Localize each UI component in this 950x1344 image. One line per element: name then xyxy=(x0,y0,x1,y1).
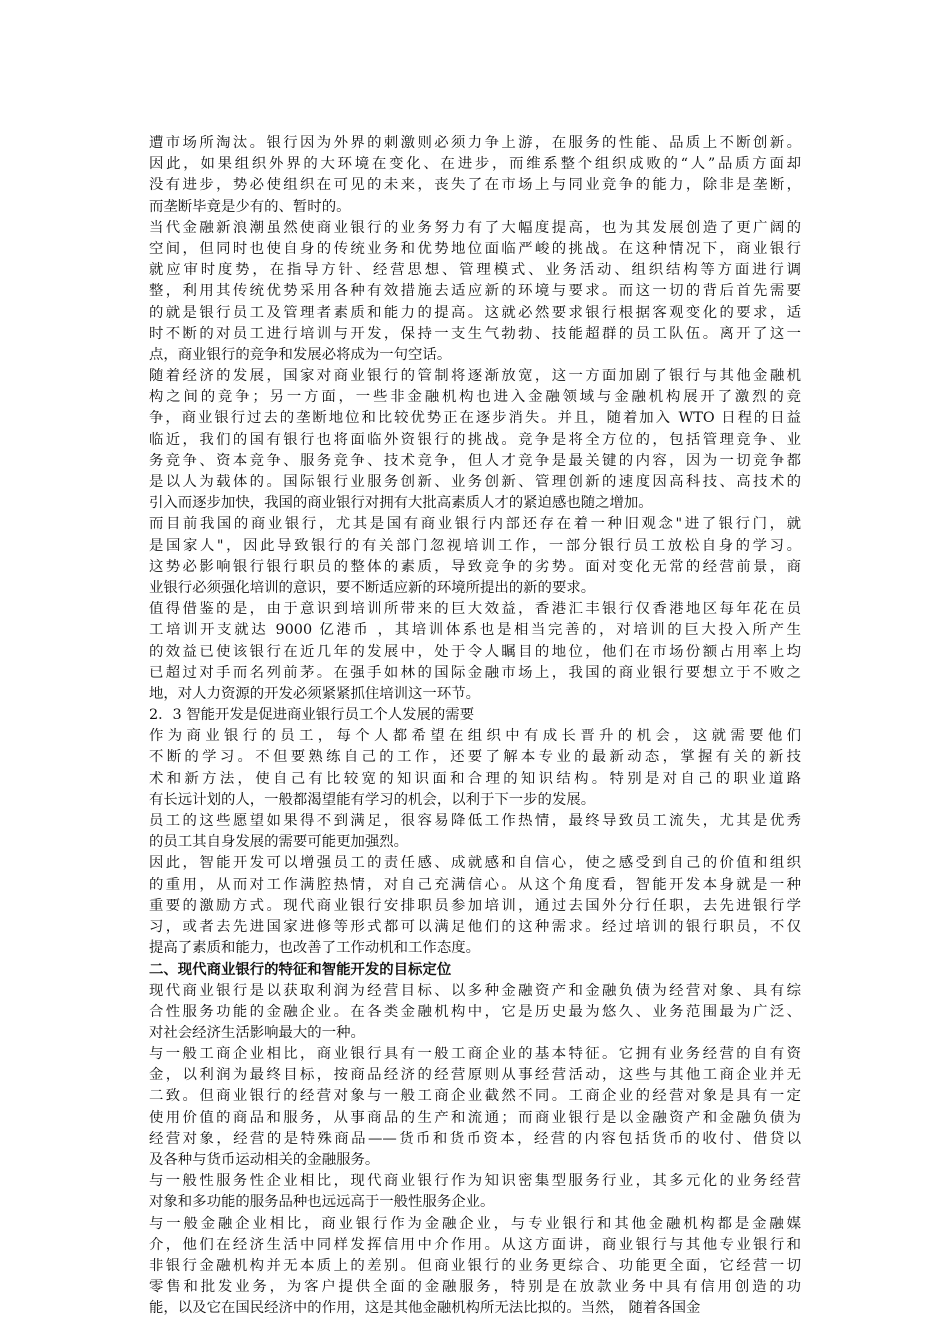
paragraph xyxy=(149,1214,801,1320)
text-line: 介，他们在经济生活中同样发挥信用中介作用。从这方面讲，商业银行与其他专业银行和 xyxy=(149,1236,801,1253)
text-line: 不断的学习。不但要熟练自己的工作，还要了解本专业的最新动态，掌握有关的新技 xyxy=(149,749,801,766)
text-line: 争，商业银行过去的垄断地位和比较优势正在逐步消失。并且，随着加入 WTO 日程的日益 xyxy=(149,410,801,427)
text-line: 的重用，从而对工作满腔热情，对自己充满信心。从这个角度看，智能开发本身就是一种 xyxy=(149,876,801,893)
text-line: 提高了素质和能力，也改善了工作动机和工作态度。 xyxy=(149,940,480,957)
text-line: 术和新方法，使自己有比较宽的知识面和合理的知识结构。特别是对自己的职业道路 xyxy=(149,770,801,787)
text-line: 工培训开支就达 9000 亿港币 ，其培训体系也是相当完善的，对培训的巨大投入所产生 xyxy=(149,622,801,639)
paragraph xyxy=(149,1044,801,1171)
text-line: 因此，智能开发可以增强员工的责任感、成就感和自信心，使之感受到自己的价值和组织 xyxy=(149,855,801,872)
text-line: 与一般工商企业相比，商业银行具有一般工商企业的基本特征。它拥有业务经营的自有资 xyxy=(149,1046,801,1063)
text-line: 是国家人"，因此导致银行的有关部门忽视培训工作，一部分银行员工放松自身的学习。 xyxy=(149,537,801,554)
text-line: 因此，如果组织外界的大环境在变化、在进步，而维系整个组织成败的“人”品质方面却 xyxy=(149,156,801,173)
text-line: 二、现代商业银行的特征和智能开发的目标定位 xyxy=(149,961,452,979)
text-line: 习，或者去先进国家进修等形式都可以满足他们的这种需求。经过培训的银行职员，不仅 xyxy=(149,918,801,935)
text-line: 随着经济的发展，国家对商业银行的管制将逐渐放宽，这一方面加剧了银行与其他金融机 xyxy=(149,368,801,385)
text-line: 现代商业银行是以获取利润为经营目标、以多种金融资产和金融负债为经营对象、具有综 xyxy=(149,982,801,999)
paragraph xyxy=(149,981,801,1045)
paragraph xyxy=(149,599,801,705)
text-line: 就应审时度势，在指导方针、经营思想、管理模式、业务活动、组织结构等方面进行调 xyxy=(149,262,801,279)
text-line: 引入而逐步加快，我国的商业银行对拥有大批高素质人才的紧迫感也随之增加。 xyxy=(149,495,653,512)
text-line: 构之间的竞争；另一方面，一些非金融机构也进入金融领域与金融机构展开了激烈的竞 xyxy=(149,389,801,406)
text-line: 与一般金融企业相比，商业银行作为金融企业，与专业银行和其他金融机构都是金融媒 xyxy=(149,1215,801,1232)
paragraph xyxy=(149,366,801,514)
text-line: 的就是银行员工及管理者素质和能力的提高。这就必然要求银行根据客观变化的要求，适 xyxy=(149,304,801,321)
text-line: 零售和批发业务，为客户提供全面的金融服务，特别是在放款业务中具有信用创造的功 xyxy=(149,1279,801,1296)
text-line: 金，以利润为最终目标，按商品经济的经营原则从事经营活动，这些与其他工商企业并无 xyxy=(149,1067,801,1084)
text-line: 当代金融新浪潮虽然使商业银行的业务努力有了大幅度提高，也为其发展创造了更广阔的 xyxy=(149,219,801,236)
text-line: 值得借鉴的是，由于意识到培训所带来的巨大效益，香港汇丰银行仅香港地区每年花在员 xyxy=(149,601,801,618)
text-line: 使用价值的商品和服务，从事商品的生产和流通；而商业银行是以金融资产和金融负债为 xyxy=(149,1109,801,1126)
paragraph xyxy=(149,1171,801,1213)
text-line: 2．3 智能开发是促进商业银行员工个人发展的需要 xyxy=(149,707,475,724)
text-line: 的效益已使该银行在近几年的发展中，处于令人瞩目的地位，他们在市场份额占用率上均 xyxy=(149,643,801,660)
text-line: 点，商业银行的竞争和发展必将成为一句空话。 xyxy=(149,346,452,363)
text-line: 遭市场所淘汰。银行因为外界的刺激则必须力争上游，在服务的性能、品质上不断创新。 xyxy=(149,135,801,151)
text-line: 而目前我国的商业银行，尤其是国有商业银行内部还存在着一种旧观念"进了银行门，就 xyxy=(149,516,801,533)
document-page xyxy=(149,133,801,1320)
text-line: 经营对象，经营的是特殊商品——货币和货币资本，经营的内容包括货币的收付、借贷以 xyxy=(149,1130,801,1147)
text-line: 及各种与货币运动相关的金融服务。 xyxy=(149,1152,380,1168)
text-line: 作为商业银行的员工，每个人都希望在组织中有成长晋升的机会，这就需要他们 xyxy=(149,728,801,745)
text-line: 能，以及它在国民经济中的作用，这是其他金融机构所无法比拟的。当然， 随着各国金 xyxy=(149,1300,701,1317)
text-line: 没有进步，势必使组织在可见的未来，丧失了在市场上与同业竞争的能力，除非是垄断， xyxy=(149,177,801,194)
text-line: 地，对人力资源的开发必须紧紧抓住培训这一环节。 xyxy=(149,685,480,702)
text-line: 二致。但商业银行的经营对象与一般工商企业截然不同。工商企业的经营对象是具有一定 xyxy=(149,1088,801,1105)
paragraph xyxy=(149,514,801,599)
text-line: 与一般性服务性企业相比，现代商业银行作为知识密集型服务行业，其多元化的业务经营 xyxy=(149,1173,801,1190)
text-line: 非银行金融机构并无本质上的差别。但商业银行的业务更综合、功能更全面，它经营一切 xyxy=(149,1257,801,1274)
paragraph xyxy=(149,853,801,959)
paragraph xyxy=(149,133,801,218)
text-line: 整，利用其传统优势采用各种有效措施去适应新的环境与要求。而这一切的背后首先需要 xyxy=(149,283,801,300)
paragraph xyxy=(149,705,801,726)
text-line: 而垄断毕竟是少有的、暂时的。 xyxy=(149,198,351,215)
text-line: 这势必影响银行银行职员的整体的素质，导致竞争的劣势。面对变化无常的经营前景，商 xyxy=(149,558,801,575)
text-line: 时不断的对员工进行培训与开发，保持一支生气勃勃、技能超群的员工队伍。离开了这一 xyxy=(149,325,801,342)
paragraph xyxy=(149,218,801,366)
paragraph xyxy=(149,726,801,811)
text-line: 对社会经济生活影响最大的一种。 xyxy=(149,1024,365,1041)
text-line: 有长远计划的人，一般都渴望能有学习的机会，以利于下一步的发展。 xyxy=(149,791,596,808)
paragraph xyxy=(149,811,801,853)
text-line: 已超过对手而名列前茅。在强手如林的国际金融市场上，我国的商业银行要想立于不败之 xyxy=(149,664,801,681)
text-line: 对象和多功能的服务品种也远远高于一般性服务企业。 xyxy=(149,1194,495,1211)
text-line: 临近，我们的国有银行也将面临外资银行的挑战。竞争是将全方位的，包括管理竞争、业 xyxy=(149,431,801,448)
text-line: 合性服务功能的金融企业。在各类金融机构中，它是历史最为悠久、业务范围最为广泛、 xyxy=(149,1003,801,1020)
text-line: 空间，但同时也使自身的传统业务和优势地位面临严峻的挑战。在这种情况下，商业银行 xyxy=(149,240,801,257)
text-line: 员工的这些愿望如果得不到满足，很容易降低工作热情，最终导致员工流失，尤其是优秀 xyxy=(149,813,801,829)
text-line: 业银行必须强化培训的意识，要不断适应新的环境所提出的新的要求。 xyxy=(149,579,596,596)
text-line: 务竞争、资本竞争、服务竞争、技术竞争，但人才竞争是最关键的内容，因为一切竞争都 xyxy=(149,452,801,469)
section-heading xyxy=(149,959,801,980)
text-line: 的员工其自身发展的需要可能更加强烈。 xyxy=(149,834,409,851)
text-line: 重要的激励方式。现代商业银行安排职员参加培训，通过去国外分行任职，去先进银行学 xyxy=(149,897,801,914)
text-line: 是以人为载体的。国际银行业服务创新、业务创新、管理创新的速度因高科技、高技术的 xyxy=(149,474,801,490)
